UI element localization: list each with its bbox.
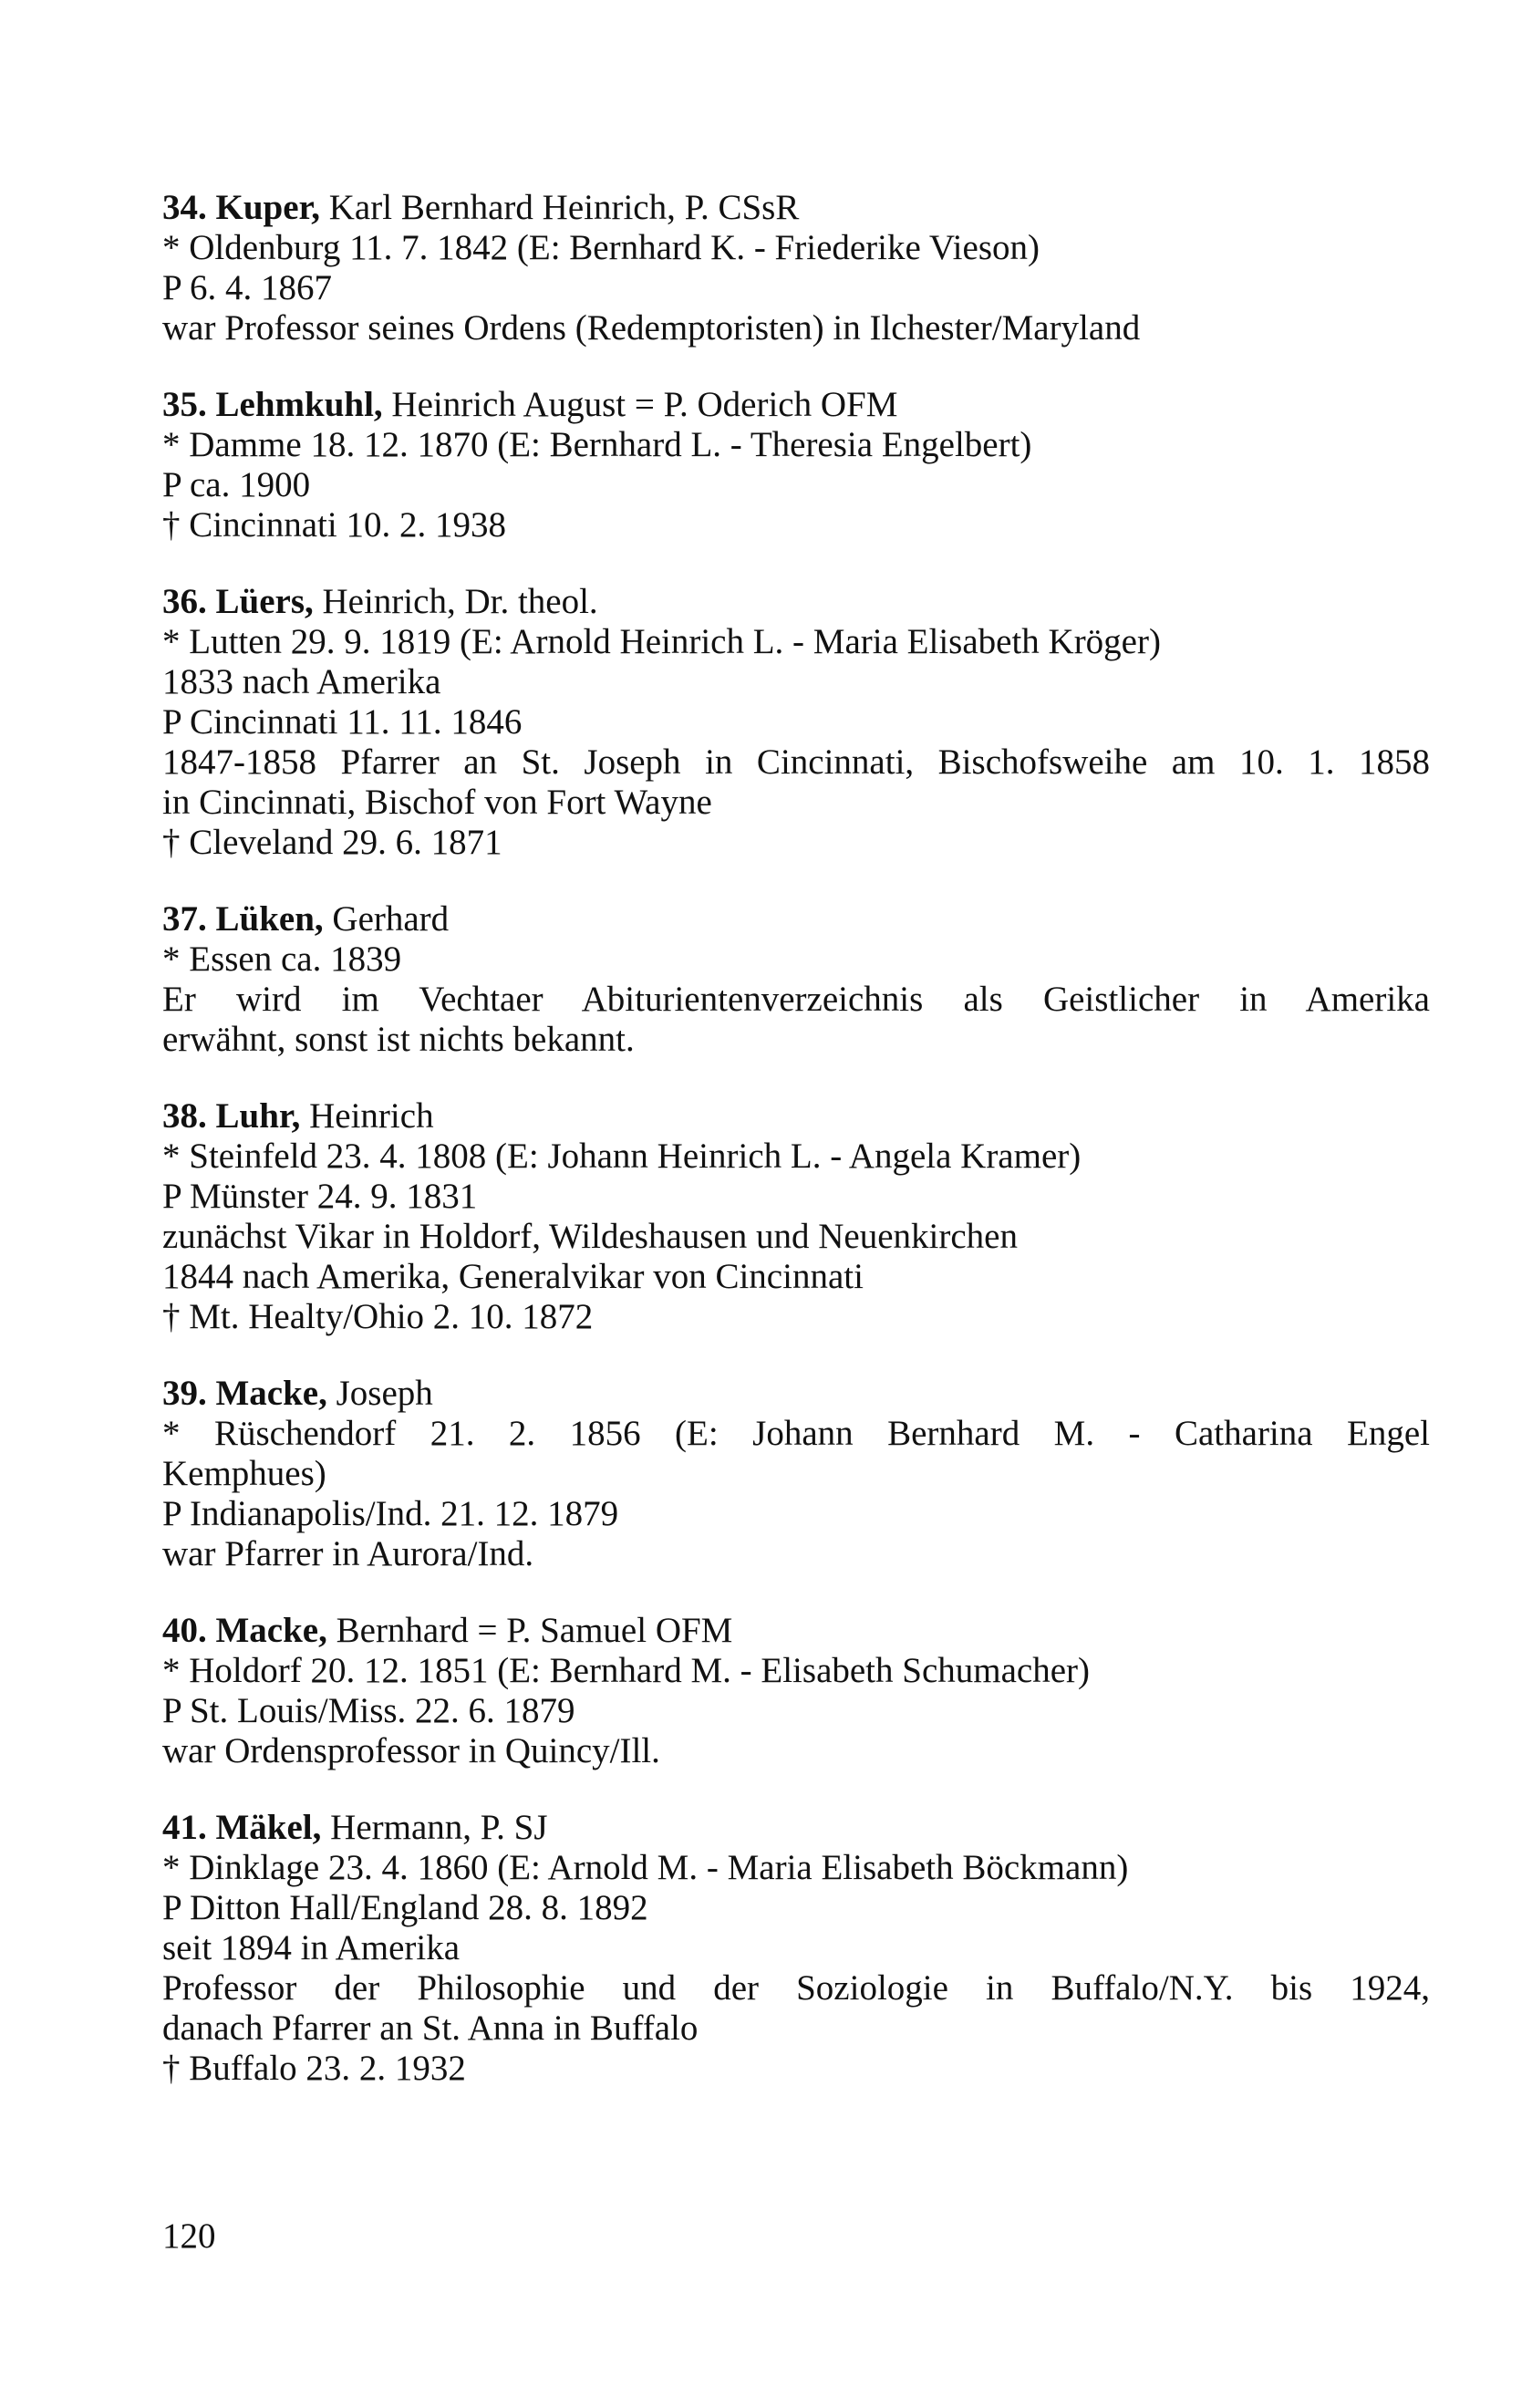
entry-line: P Münster 24. 9. 1831 [162, 1177, 478, 1216]
entry-number: 39. [162, 1374, 207, 1413]
entry-41 [162, 1808, 1430, 2089]
entry-line: P ca. 1900 [162, 465, 311, 504]
entry-line: * Steinfeld 23. 4. 1808 (E: Johann Heinrich L. - Angela Kramer) [162, 1137, 1082, 1176]
entry-heading [162, 188, 1430, 228]
entry-line: Kemphues) [162, 1454, 326, 1493]
entry-heading-rest: Bernhard = P. Samuel OFM [326, 1611, 733, 1650]
entry-line: Professor der Philosophie und der Soziologie in Buffalo/N.Y. bis 1924, [162, 1968, 1430, 2008]
entry-line: † Mt. Healty/Ohio 2. 10. 1872 [162, 1297, 594, 1336]
entry-heading-rest: Hermann, P. SJ [321, 1808, 548, 1847]
entry-line: 1847-1858 Pfarrer an St. Joseph in Cincinnati, Bischofsweihe am 10. 1. 1858 [162, 742, 1430, 782]
entry-line: P Indianapolis/Ind. 21. 12. 1879 [162, 1494, 619, 1533]
entry-heading [162, 582, 1430, 622]
entry-line: war Pfarrer in Aurora/Ind. [162, 1534, 534, 1573]
entry-line: in Cincinnati, Bischof von Fort Wayne [162, 783, 712, 822]
entry-heading-rest: Gerhard [323, 899, 450, 939]
entry-line: 1844 nach Amerika, Generalvikar von Cincinnati [162, 1257, 864, 1296]
entry-surname: Lehmkuhl, [215, 385, 383, 424]
entry-line: Er wird im Vechtaer Abiturientenverzeichnis als Geistlicher in Amerika [162, 980, 1430, 1019]
entry-heading-rest: Heinrich, Dr. theol. [313, 582, 598, 621]
entry-heading-rest: Heinrich August = P. Oderich OFM [382, 385, 898, 424]
entry-heading-rest: Joseph [326, 1374, 433, 1413]
entry-surname: Lüers, [215, 582, 314, 621]
entry-heading [162, 385, 1430, 425]
entry-surname: Lüken, [215, 899, 324, 939]
entry-line: * Essen ca. 1839 [162, 939, 402, 979]
entry-line: † Buffalo 23. 2. 1932 [162, 2049, 466, 2088]
entry-35 [162, 385, 1430, 545]
entry-surname: Macke, [215, 1611, 327, 1650]
entry-39 [162, 1374, 1430, 1574]
page-number: 120 [162, 2216, 216, 2256]
entry-38 [162, 1096, 1430, 1337]
entry-line: P 6. 4. 1867 [162, 268, 332, 307]
entry-heading-rest: Karl Bernhard Heinrich, P. CSsR [320, 188, 800, 227]
entry-surname: Kuper, [215, 188, 321, 227]
entry-line: * Damme 18. 12. 1870 (E: Bernhard L. - Theresia Engelbert) [162, 425, 1032, 464]
entry-line: * Rüschendorf 21. 2. 1856 (E: Johann Bernhard M. - Catharina Engel [162, 1414, 1430, 1453]
entry-line: * Dinklage 23. 4. 1860 (E: Arnold M. - Maria Elisabeth Böckmann) [162, 1848, 1129, 1887]
entry-heading [162, 899, 1430, 939]
entry-surname: Macke, [215, 1374, 327, 1413]
entry-37 [162, 899, 1430, 1060]
entry-line: * Lutten 29. 9. 1819 (E: Arnold Heinrich L. - Maria Elisabeth Kröger) [162, 622, 1161, 661]
entry-line: P Cincinnati 11. 11. 1846 [162, 702, 523, 742]
entry-heading [162, 1611, 1430, 1651]
entry-heading-rest: Heinrich [300, 1096, 434, 1136]
entry-36 [162, 582, 1430, 863]
entry-40 [162, 1611, 1430, 1771]
entry-line: seit 1894 in Amerika [162, 1928, 461, 1967]
entry-34 [162, 188, 1430, 348]
entry-line: 1833 nach Amerika [162, 662, 441, 701]
entry-line: * Oldenburg 11. 7. 1842 (E: Bernhard K. - Friederike Vieson) [162, 228, 1040, 267]
entry-number: 37. [162, 899, 207, 939]
entry-line: war Ordensprofessor in Quincy/Ill. [162, 1731, 660, 1770]
entry-heading [162, 1374, 1430, 1414]
entry-number: 38. [162, 1096, 207, 1136]
entry-surname: Mäkel, [215, 1808, 322, 1847]
entry-line: zunächst Vikar in Holdorf, Wildeshausen und Neuenkirchen [162, 1217, 1018, 1256]
entry-number: 35. [162, 385, 207, 424]
entry-line: † Cincinnati 10. 2. 1938 [162, 505, 506, 545]
entry-number: 40. [162, 1611, 207, 1650]
entry-line: P Ditton Hall/England 28. 8. 1892 [162, 1888, 648, 1927]
entry-line: P St. Louis/Miss. 22. 6. 1879 [162, 1691, 575, 1730]
entry-line: war Professor seines Ordens (Redemptoristen) in Ilchester/Maryland [162, 308, 1141, 348]
entry-surname: Luhr, [215, 1096, 301, 1136]
entry-line: * Holdorf 20. 12. 1851 (E: Bernhard M. - Elisabeth Schumacher) [162, 1651, 1091, 1690]
entry-number: 36. [162, 582, 207, 621]
entry-heading [162, 1808, 1430, 1848]
entry-number: 41. [162, 1808, 207, 1847]
entry-line: danach Pfarrer an St. Anna in Buffalo [162, 2008, 699, 2048]
entry-heading [162, 1096, 1430, 1137]
entry-line: erwähnt, sonst ist nichts bekannt. [162, 1020, 635, 1059]
entry-number: 34. [162, 188, 207, 227]
document-page [162, 188, 1430, 2125]
entry-line: † Cleveland 29. 6. 1871 [162, 823, 502, 862]
